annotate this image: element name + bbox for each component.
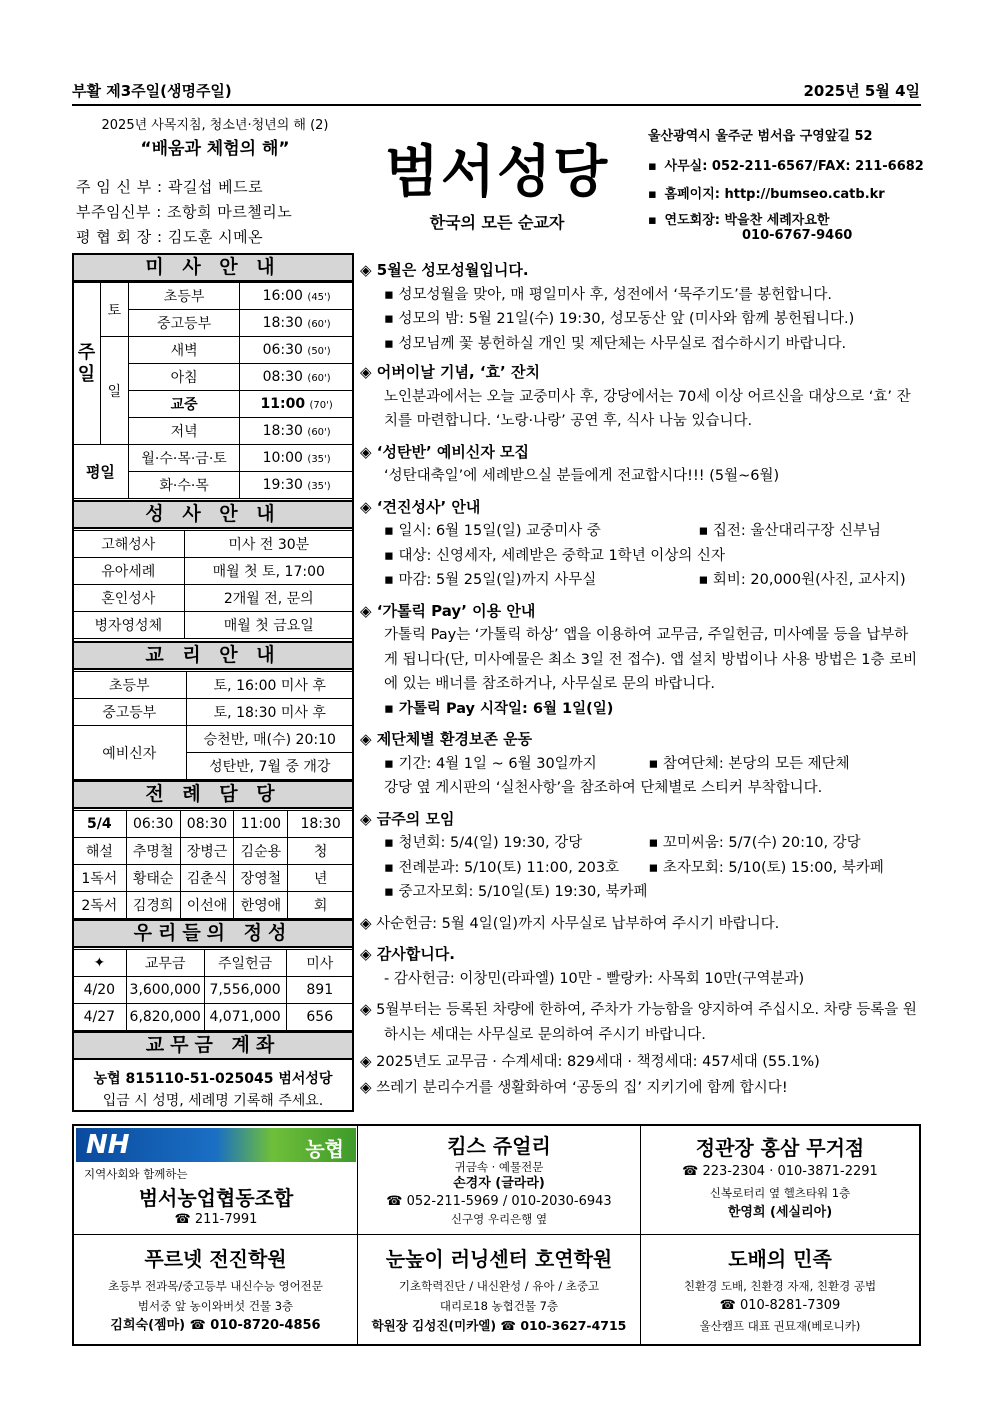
association-info (648, 209, 829, 228)
ad-subtext: 초등부 전과목/중고등부 내신수능 영어전문 (108, 1279, 323, 1293)
class-name: 초등부 (73, 672, 187, 699)
notices (360, 258, 922, 1100)
offering-value: 4,071,000 (204, 1004, 286, 1031)
ad-title: 킴스 쥬얼리 (447, 1134, 551, 1158)
church-name: 범서성당 (384, 140, 610, 205)
bullet-icon: ▪ (384, 700, 394, 717)
diamond-icon: ◈ (360, 601, 372, 620)
mass-time: 11:00 (70') (240, 391, 354, 418)
table-row (73, 612, 354, 639)
notice-title: ◈ 쓰레기 분리수거를 생활화하여 ‘공동의 집’ 지키기에 함께 합시다! (360, 1077, 788, 1096)
diamond-icon: ◈ (360, 261, 372, 279)
class-info: 토, 18:30 미사 후 (186, 699, 353, 726)
sacrament-title: 성 사 안 내 (72, 500, 354, 529)
mass-time: 16:00 (45') (240, 283, 354, 310)
bullet-icon: ▪ (384, 286, 394, 303)
ads-section (72, 1124, 921, 1346)
liturgy-table (72, 810, 354, 919)
table-row (73, 585, 354, 612)
ad-subtext: 범서중 앞 농이와버섯 건물 3층 (137, 1299, 294, 1313)
col-header: 미사 (286, 950, 354, 977)
bullet-icon: ▪ (384, 311, 394, 327)
mass-table (72, 282, 354, 499)
person: 추명철 (126, 838, 180, 865)
notice-title: ◈ 금주의 모임 (360, 809, 455, 828)
role: 해설 (73, 838, 127, 865)
diamond-icon: ◈ (360, 363, 372, 381)
liturgy-time: 18:30 (288, 811, 354, 838)
offering-value: 891 (286, 977, 354, 1004)
sacrament-info: 미사 전 30분 (184, 531, 353, 558)
table-row (73, 672, 354, 699)
notice-text: 가톨릭 Pay는 ‘가톨릭 하상’ 앱을 이용하여 교무금, 주일헌금, 미사예물 등을 납부하게 됩니다(단, 미사예물은 최소 3일 전 접수). 앱 설치 방법이나 사용 방법은 1층 로비에 있는 배너를 참조하거나, 사무실로 문의 바랍니다. (384, 627, 918, 692)
ad-subtext: 신구영 우리은행 옆 (450, 1212, 548, 1226)
notice-item: ▪ 청년회: 5/4(일) 19:30, 강당 ▪ 꼬미씨움: 5/7(수) 20:10, 강당 (384, 835, 861, 851)
bulletin-date: 2025년 5월 4일 (803, 82, 920, 100)
bullet-icon: ▪ (698, 523, 709, 539)
mass-time: 18:30 (60') (240, 310, 354, 337)
diamond-icon: ◈ (360, 809, 372, 828)
sacrament-name: 병자영성체 (73, 612, 185, 639)
patron: 한국의 모든 순교자 (429, 213, 565, 232)
person: 황태순 (126, 865, 180, 892)
bullet-icon: ▪ (648, 755, 659, 772)
table-row (73, 977, 354, 1004)
bullet-icon: ▪ (648, 187, 657, 202)
mass-name: 아침 (128, 364, 239, 391)
notice-title: ◈ 어버이날 기념, ‘효’ 잔치 (360, 363, 540, 381)
ad-title: 눈높이 러닝센터 호연학원 (385, 1247, 613, 1271)
table-row (73, 811, 354, 838)
ad-contact: 한영희 (세실리아) (727, 1205, 833, 1220)
notice-item: ▪ 마감: 5월 25일(일)까지 사무실 ▪ 회비: 20,000원(사진, 교사지) (384, 572, 906, 588)
nh-logo (76, 1128, 356, 1162)
notice-item: ▪ 기간: 4월 1일 ~ 6월 30일까지 ▪ 참여단체: 본당의 모든 제단체 (384, 755, 850, 772)
notice-title: ◈ 5월은 성모성월입니다. (360, 261, 529, 279)
notice-item: ▪ 성모성월을 맞아, 매 평일미사 후, 성전에서 ‘묵주기도’를 봉헌합니다. (384, 286, 832, 303)
mass-time: 19:30 (35') (240, 472, 354, 499)
person: 김춘식 (180, 865, 234, 892)
liturgy-date: 5/4 (73, 811, 127, 838)
person: 회 (288, 892, 354, 919)
notice-item: ▪ 중고자모회: 5/10일(토) 19:30, 북카페 (384, 884, 648, 900)
person: 김순용 (234, 838, 288, 865)
bullet-icon: ▪ (384, 523, 394, 539)
homepage-info (648, 183, 885, 202)
mass-time: 08:30 (60') (240, 364, 354, 391)
notice-title: ◈ 2025년도 교무금 · 수계세대: 829세대 · 책정세대: 457세대 (55.1%) (360, 1052, 820, 1070)
bullet-icon: ▪ (698, 572, 709, 588)
motto-subtitle: 2025년 사목지침, 청소년·청년의 해 (2) (101, 118, 329, 133)
ad-phone: ☎ 223-2304 · 010-3871-2291 (682, 1164, 878, 1179)
bullet-icon: ▪ (648, 213, 657, 228)
table-row (73, 337, 354, 364)
ad-nonghyup (74, 1126, 358, 1235)
account-note: 입금 시 성명, 세례명 기록해 주세요. (102, 1093, 324, 1109)
ad-subtext: 신복로터리 옆 헬츠타워 1층 (709, 1186, 851, 1200)
mass-name: 초등부 (128, 283, 239, 310)
ad-title: 푸르넷 전진학원 (144, 1247, 287, 1271)
sacrament-info: 매월 첫 금요일 (184, 612, 353, 639)
mass-name: 저녁 (128, 418, 239, 445)
catechism-table (72, 671, 354, 780)
class-info: 토, 16:00 미사 후 (186, 672, 353, 699)
offering-value: 656 (286, 1004, 354, 1031)
diamond-icon: ◈ (360, 945, 372, 963)
liturgy-time: 06:30 (126, 811, 180, 838)
notice-title: ◈ ‘성탄반’ 예비신자 모집 (360, 442, 530, 461)
weekday-label: 평일 (73, 445, 129, 499)
ad-purunet (74, 1235, 358, 1344)
offering-value: 3,600,000 (126, 977, 204, 1004)
office-info (648, 155, 924, 174)
table-row (73, 558, 354, 585)
table-row (73, 1004, 354, 1031)
offering-table (72, 949, 354, 1031)
mass-time: 06:30 (50') (240, 337, 354, 364)
mass-time: 18:30 (60') (240, 418, 354, 445)
notice-text: - 감사헌금: 이창민(라파엘) 10만 - 빨랑카: 사목회 10만(구역분과) (384, 970, 805, 987)
assistant-pastor: 부주임신부 : 조항희 마르첼리노 (76, 203, 293, 221)
mass-time: 10:00 (35') (240, 445, 354, 472)
ad-subtext: 친환경 도배, 친환경 자재, 친환경 공법 (683, 1279, 877, 1293)
diamond-icon: ◈ (360, 913, 372, 932)
liturgical-day: 부활 제3주일(생명주일) (72, 82, 232, 100)
mass-name: 중고등부 (128, 310, 239, 337)
mass-name: 월·수·목·금·토 (128, 445, 239, 472)
table-row (73, 445, 354, 472)
ad-noonnoppi (358, 1235, 641, 1344)
liturgy-title: 전 례 담 당 (72, 780, 354, 809)
ad-contact: 김희숙(젬마) ☎ 010-8720-4856 (110, 1318, 321, 1333)
notice-item: ▪ 성모의 밤: 5월 21일(수) 19:30, 성모동산 앞 (미사와 함께 봉헌됩니다.) (384, 311, 855, 327)
notice-item: ▪ 대상: 신영세자, 세례받은 중학교 1학년 이상의 신자 (384, 547, 725, 564)
notice-title: ◈ ‘견진성사’ 안내 (360, 497, 481, 516)
person: 김경희 (126, 892, 180, 919)
notice-title: ◈ 사순헌금: 5월 4일(일)까지 사무실로 납부하여 주시기 바랍니다. (360, 913, 780, 932)
account-title: 교무금 계좌 (72, 1031, 354, 1060)
offering-title: 우리들의 정성 (72, 919, 354, 948)
table-row (73, 283, 354, 310)
table-row (73, 726, 354, 753)
sacrament-info: 매월 첫 토, 17:00 (184, 558, 353, 585)
offering-date: 4/20 (73, 977, 127, 1004)
sacrament-table (72, 530, 354, 639)
ad-kims-jewelry (358, 1126, 641, 1235)
person: 장병근 (180, 838, 234, 865)
bullet-icon: ▪ (384, 835, 394, 851)
nh-logo-text: NH (86, 1130, 130, 1160)
mass-title: 미 사 안 내 (72, 253, 354, 282)
table-row (73, 892, 354, 919)
notice-title: ◈ 제단체별 환경보존 운동 (360, 730, 533, 748)
ad-title: 범서농업협동조합 (138, 1186, 294, 1210)
person: 한영애 (234, 892, 288, 919)
ad-subtext: 대리로18 농협건물 7층 (439, 1299, 559, 1313)
bullet-icon: ▪ (384, 572, 394, 588)
diamond-icon: ◈ (360, 730, 372, 748)
motto: “배움과 체험의 해” (140, 139, 290, 159)
role: 2독서 (73, 892, 127, 919)
ad-contact: 손경자 (글라라) (453, 1176, 545, 1191)
class-info: 성탄반, 7월 중 개강 (186, 753, 353, 780)
bullet-icon: ▪ (384, 755, 394, 772)
table-row (73, 531, 354, 558)
mass-name: 새벽 (128, 337, 239, 364)
mass-name: 화·수·목 (128, 472, 239, 499)
address: 울산광역시 울주군 범서읍 구영앞길 52 (648, 129, 873, 144)
notice-text: ‘성탄대축일’에 세례받으실 분들에게 전교합시다!!! (5월~6월) (384, 468, 780, 484)
sacrament-name: 유아세례 (73, 558, 185, 585)
mass-name: 교중 (128, 391, 239, 418)
class-info: 승천반, 매(수) 20:10 (186, 726, 353, 753)
council-president: 평 협 회 장 : 김도훈 시메온 (76, 228, 264, 246)
sunday-day-label: 일 (100, 337, 128, 445)
ad-contact: 울산캠프 대표 권묘재(베로니카) (699, 1319, 861, 1333)
bullet-icon: ▪ (648, 859, 659, 876)
class-name: 예비신자 (73, 726, 187, 780)
bullet-icon: ▪ (648, 835, 659, 851)
bullet-icon: ▪ (384, 859, 394, 876)
association-head: 연도회장: 박을찬 세례자요한 (664, 213, 830, 228)
ad-phone: ☎ 211-7991 (174, 1212, 258, 1227)
table-row (73, 699, 354, 726)
bullet-icon: ▪ (384, 335, 394, 352)
pastor: 주 임 신 부 : 곽길섭 베드로 (76, 178, 264, 196)
col-header: 교무금 (126, 950, 204, 977)
liturgy-time: 11:00 (234, 811, 288, 838)
notice-text: 강당 옆 게시판의 ‘실천사항’을 참조하여 단체별로 스티커 부착합니다. (384, 780, 823, 796)
person: 청 (288, 838, 354, 865)
liturgy-time: 08:30 (180, 811, 234, 838)
notice-text: ◈ 5월부터는 등록된 차량에 한하여, 주차가 가능함을 양지하여 주십시오. 차량 등록을 원하시는 세대는 사무실로 문의하여 주시기 바랍니다. (360, 1000, 917, 1043)
association-phone: 010-6767-9460 (742, 228, 853, 243)
role: 1독서 (73, 865, 127, 892)
ad-title: 도배의 민족 (728, 1247, 832, 1271)
ad-subtext: 지역사회와 함께하는 (84, 1167, 188, 1181)
offering-value: 6,820,000 (126, 1004, 204, 1031)
col-header: 주일헌금 (204, 950, 286, 977)
header-rule (72, 104, 921, 106)
notice-title: ◈ 감사합니다. (360, 945, 455, 963)
person: 이선애 (180, 892, 234, 919)
offering-date: 4/27 (73, 1004, 127, 1031)
table-row (73, 950, 354, 977)
class-name: 중고등부 (73, 699, 187, 726)
ad-subtext: 기초학력진단 / 내신완성 / 유아 / 초중고 (398, 1279, 600, 1293)
catechism-title: 교 리 안 내 (72, 641, 354, 670)
sacrament-name: 혼인성사 (73, 585, 185, 612)
diamond-icon: ◈ (360, 1000, 372, 1018)
person: 장영철 (234, 865, 288, 892)
saturday-label: 토 (100, 283, 128, 337)
table-row (73, 838, 354, 865)
bullet-icon: ▪ (648, 159, 657, 174)
ad-phone: ☎ 010-8281-7309 (719, 1298, 841, 1313)
ad-contact: 학원장 김성진(미카엘) ☎ 010-3627-4715 (371, 1318, 627, 1333)
homepage-link[interactable]: 홈페이지: http://bumseo.catb.kr (664, 187, 885, 202)
diamond-icon: ◈ (360, 497, 372, 516)
notice-text: 노인분과에서는 오늘 교중미사 후, 강당에서는 70세 이상 어르신을 대상으로 ‘효’ 잔치를 마련합니다. ‘노랑·나랑’ 공연 후, 식사 나눔 있습니다. (384, 388, 911, 429)
office-phone: 사무실: 052-211-6567/FAX: 211-6682 (664, 159, 924, 174)
ad-phone: ☎ 052-211-5969 / 010-2030-6943 (386, 1194, 612, 1209)
offering-value: 7,556,000 (204, 977, 286, 1004)
bullet-icon: ▪ (384, 884, 394, 900)
notice-title: ◈ ‘가톨릭 Pay’ 이용 안내 (360, 601, 536, 620)
notice-item: ▪ 성모님께 꽃 봉헌하실 개인 및 제단체는 사무실로 접수하시기 바랍니다. (384, 335, 847, 352)
ad-dobae (641, 1235, 919, 1344)
nh-logo-korean: 농협 (305, 1137, 344, 1161)
diamond-icon: ◈ (360, 1077, 372, 1096)
ad-jeonggwanjang (641, 1126, 919, 1235)
diamond-icon: ◈ (360, 1052, 372, 1070)
notice-item: ▪ 가톨릭 Pay 시작일: 6월 1일(일) (384, 700, 614, 717)
sacrament-info: 2개월 전, 문의 (184, 585, 353, 612)
ad-title: 정관장 홍삼 무거점 (695, 1136, 865, 1160)
notice-item: ▪ 전례분과: 5/10(토) 11:00, 203호 ▪ 초자모회: 5/10(토) 15:00, 북카페 (384, 859, 884, 876)
notice-item: ▪ 일시: 6월 15일(일) 교중미사 중 ▪ 집전: 울산대리구장 신부님 (384, 523, 882, 539)
ad-subtext: 귀금속 · 예물전문 (454, 1160, 544, 1174)
diamond-icon: ◈ (360, 442, 372, 461)
sparkle-icon: ✦ (73, 950, 127, 977)
account-number: 농협 815110-51-025045 범서성당 (93, 1071, 333, 1087)
sacrament-name: 고해성사 (73, 531, 185, 558)
table-row (73, 865, 354, 892)
person: 년 (288, 865, 354, 892)
bullet-icon: ▪ (384, 547, 394, 564)
sunday-label: 주일 (73, 283, 101, 445)
